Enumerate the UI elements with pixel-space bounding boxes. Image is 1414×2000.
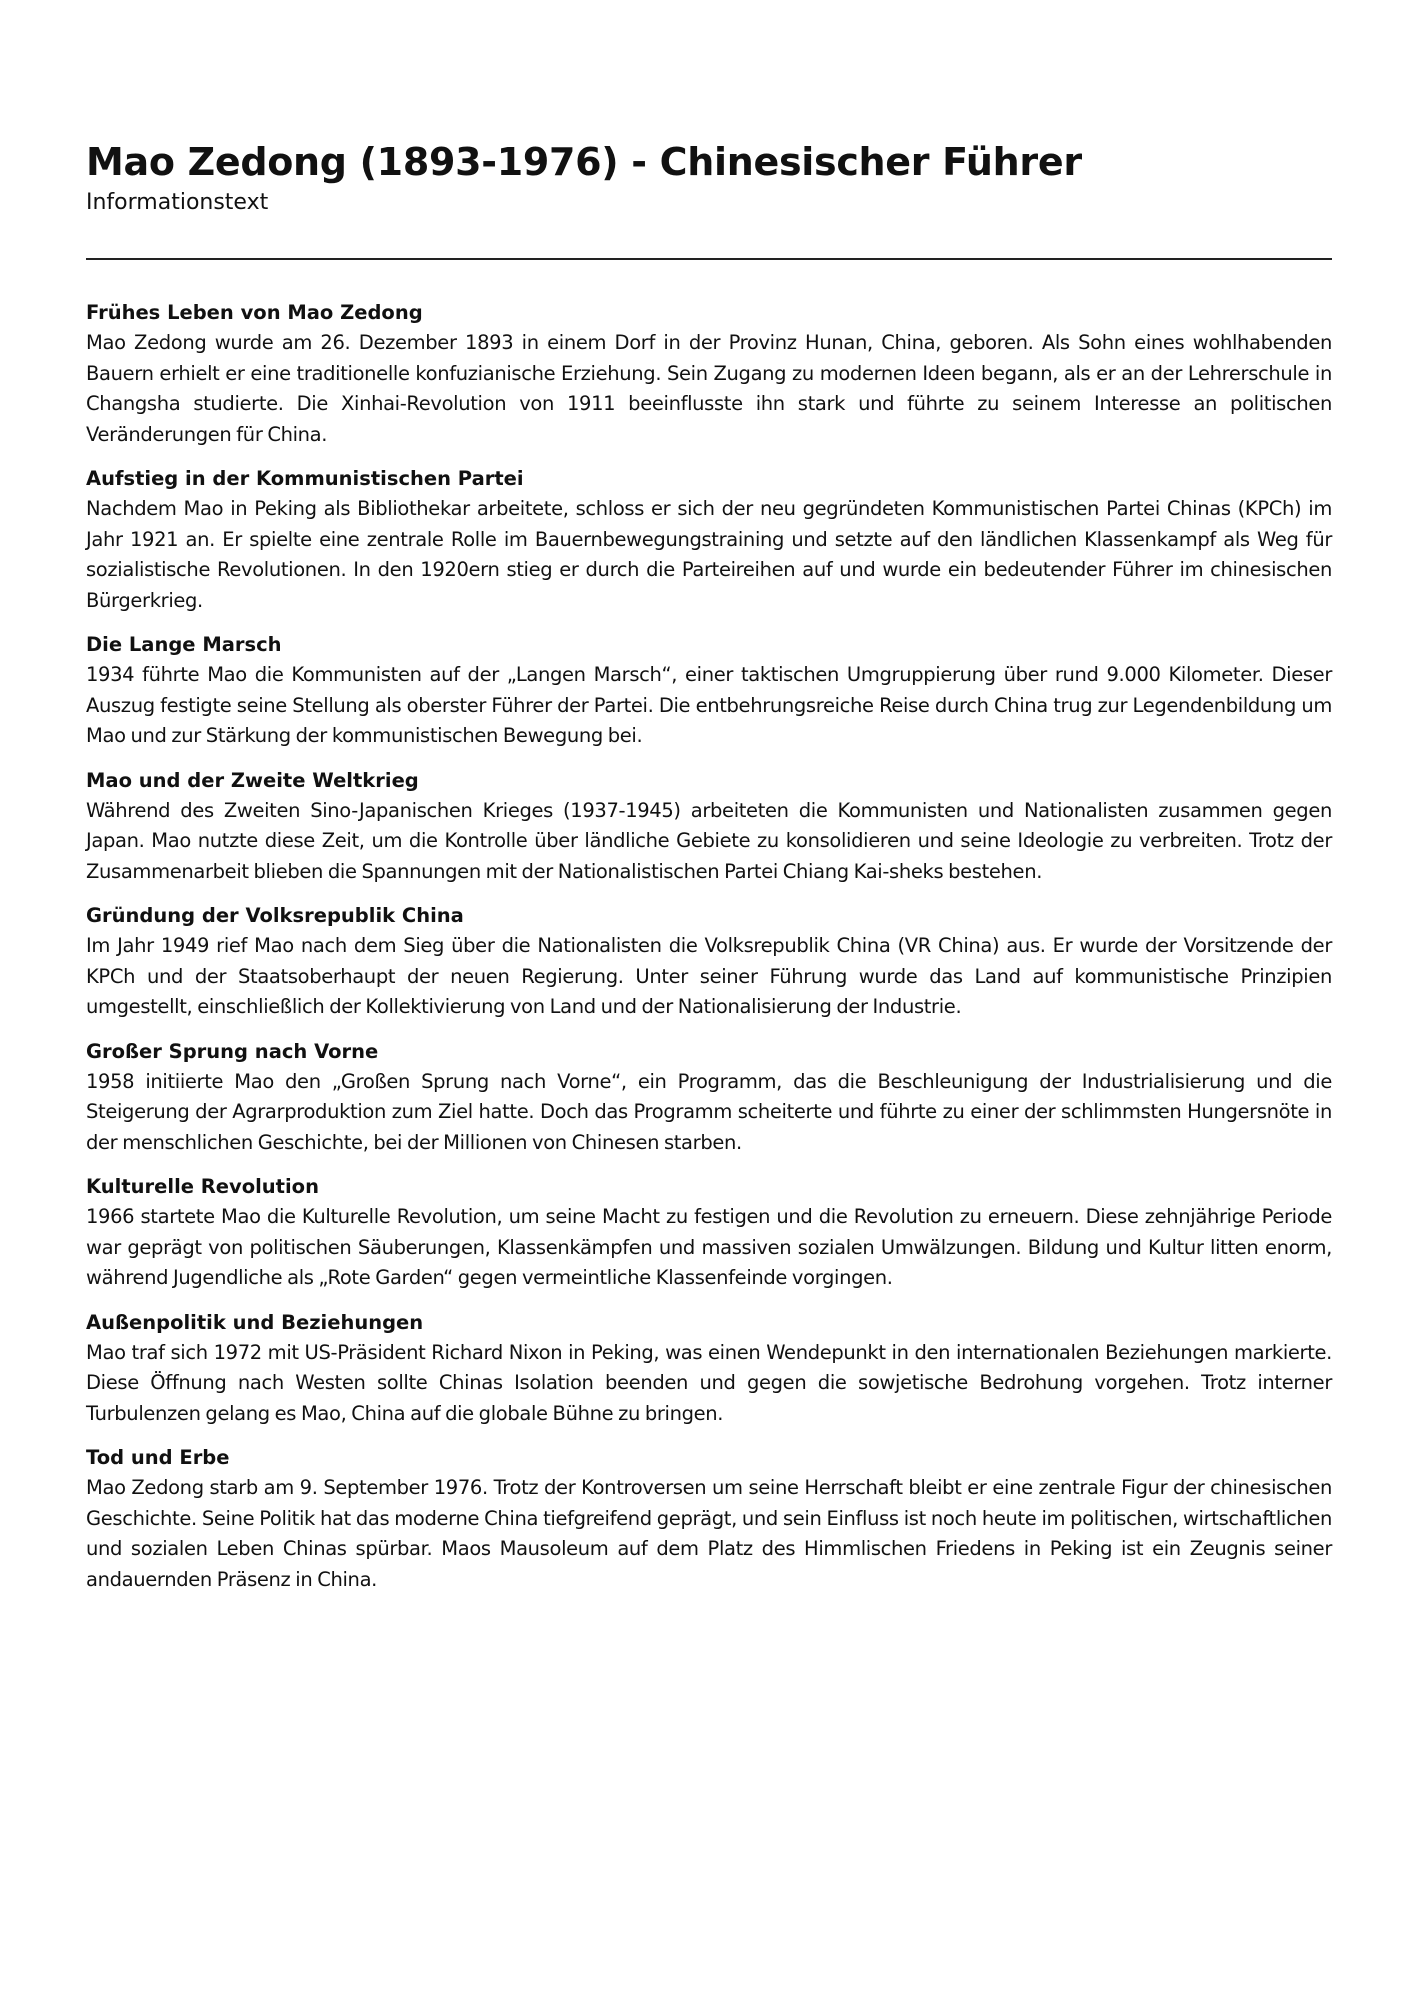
document-page	[86, 138, 1332, 1609]
document-subtitle: Informationstext	[86, 190, 269, 215]
document-title: Mao Zedong (1893-1976) - Chinesischer Führer	[86, 140, 1082, 184]
section-text: Mao traf sich 1972 mit US-Präsident Richard Nixon in Peking, was einen Wendepunkt in den internationalen Beziehungen markierte. Diese Öffnung nach Westen sollte Chinas Isolation beenden und gegen die sowjetische Bedrohung vorgehen. Trotz interner Turbulenzen gelang es Mao, China auf die globale Bühne zu bringen.	[86, 1340, 1332, 1425]
section-heading: Mao und der Zweite Weltkrieg	[86, 768, 419, 792]
section-early-life	[86, 298, 1332, 450]
section-party-rise	[86, 464, 1332, 616]
section-long-march	[86, 630, 1332, 752]
section-death-legacy	[86, 1443, 1332, 1595]
section-text: Nachdem Mao in Peking als Bibliothekar arbeitete, schloss er sich der neu gegründeten Kommunistischen Partei Chinas (KPCh) im Jahr 1921 an. Er spielte eine zentrale Rolle im Bauernbewegungstraining und setzte auf den ländlichen Klassenkampf als Weg für sozialistische Revolutionen. In den 1920ern stieg er durch die Parteireihen auf und wurde ein bedeutender Führer im chinesischen Bürgerkrieg.	[86, 497, 1332, 612]
section-cultural-revolution	[86, 1172, 1332, 1294]
section-heading: Tod und Erbe	[86, 1446, 230, 1469]
section-text: Während des Zweiten Sino-Japanischen Krieges (1937-1945) arbeiteten die Kommunisten und Nationalisten zusammen gegen Japan. Mao nutzte diese Zeit, um die Kontrolle über ländliche Gebiete zu konsolidieren und seine Ideologie zu verbreiten. Trotz der Zusammenarbeit blieben die Spannungen mit der Nationalistischen Partei Chiang Kai-sheks bestehen.	[86, 798, 1332, 883]
section-heading: Außenpolitik und Beziehungen	[86, 1310, 424, 1334]
sections-container	[86, 298, 1332, 1595]
section-prc-founding	[86, 901, 1332, 1023]
section-foreign-policy	[86, 1308, 1332, 1430]
section-text: 1958 initiierte Mao den „Großen Sprung nach Vorne“, ein Programm, das die Beschleunigung der Industrialisierung und die Steigerung der Agrarproduktion zum Ziel hatte. Doch das Programm scheiterte und führte zu einer der schlimmsten Hungersnöte in der menschlichen Geschichte, bei der Millionen von Chinesen starben.	[86, 1069, 1332, 1154]
section-text: Im Jahr 1949 rief Mao nach dem Sieg über die Nationalisten die Volksrepublik China (VR China) aus. Er wurde der Vorsitzende der KPCh und der Staatsoberhaupt der neuen Regierung. Unter seiner Führung wurde das Land auf kommunistische Prinzipien umgestellt, einschließlich der Kollektivierung von Land und der Nationalisierung der Industrie.	[86, 934, 1332, 1018]
section-heading: Die Lange Marsch	[86, 633, 282, 656]
section-heading: Kulturelle Revolution	[86, 1175, 319, 1198]
section-heading: Großer Sprung nach Vorne	[86, 1039, 379, 1063]
section-text: Mao Zedong starb am 9. September 1976. Trotz der Kontroversen um seine Herrschaft bleibt er eine zentrale Figur der chinesischen Geschichte. Seine Politik hat das moderne China tiefgreifend geprägt, und sein Einfluss ist noch heute im politischen, wirtschaftlichen und sozialen Leben Chinas spürbar. Maos Mausoleum auf dem Platz des Himmlischen Friedens in Peking ist ein Zeugnis seiner andauernden Präsenz in China.	[86, 1476, 1332, 1591]
section-great-leap	[86, 1037, 1332, 1159]
section-heading: Aufstieg in der Kommunistischen Partei	[86, 467, 524, 490]
section-text: Mao Zedong wurde am 26. Dezember 1893 in einem Dorf in der Provinz Hunan, China, geboren. Als Sohn eines wohlhabenden Bauern erhielt er eine traditionelle konfuzianische Erziehung. Sein Zugang zu modernen Ideen begann, als er an der Lehrerschule in Changsha studierte. Die Xinhai-Revolution von 1911 beeinflusste ihn stark und führte zu seinem Interesse an politischen Veränderungen für China.	[86, 331, 1332, 446]
section-heading: Frühes Leben von Mao Zedong	[86, 301, 423, 324]
section-heading: Gründung der Volksrepublik China	[86, 904, 464, 927]
section-text: 1966 startete Mao die Kulturelle Revolution, um seine Macht zu festigen und die Revolution zu erneuern. Diese zehnjährige Periode war geprägt von politischen Säuberungen, Klassenkämpfen und massiven sozialen Umwälzungen. Bildung und Kultur litten enorm, während Jugendliche als „Rote Garden“ gegen vermeintliche Klassenfeinde vorgingen.	[86, 1205, 1332, 1289]
header-divider	[86, 258, 1332, 260]
section-text: 1934 führte Mao die Kommunisten auf der „Langen Marsch“, einer taktischen Umgruppierung über rund 9.000 Kilometer. Dieser Auszug festigte seine Stellung als oberster Führer der Partei. Die entbehrungsreiche Reise durch China trug zur Legendenbildung um Mao und zur Stärkung der kommunistischen Bewegung bei.	[86, 663, 1332, 747]
section-world-war	[86, 766, 1332, 888]
